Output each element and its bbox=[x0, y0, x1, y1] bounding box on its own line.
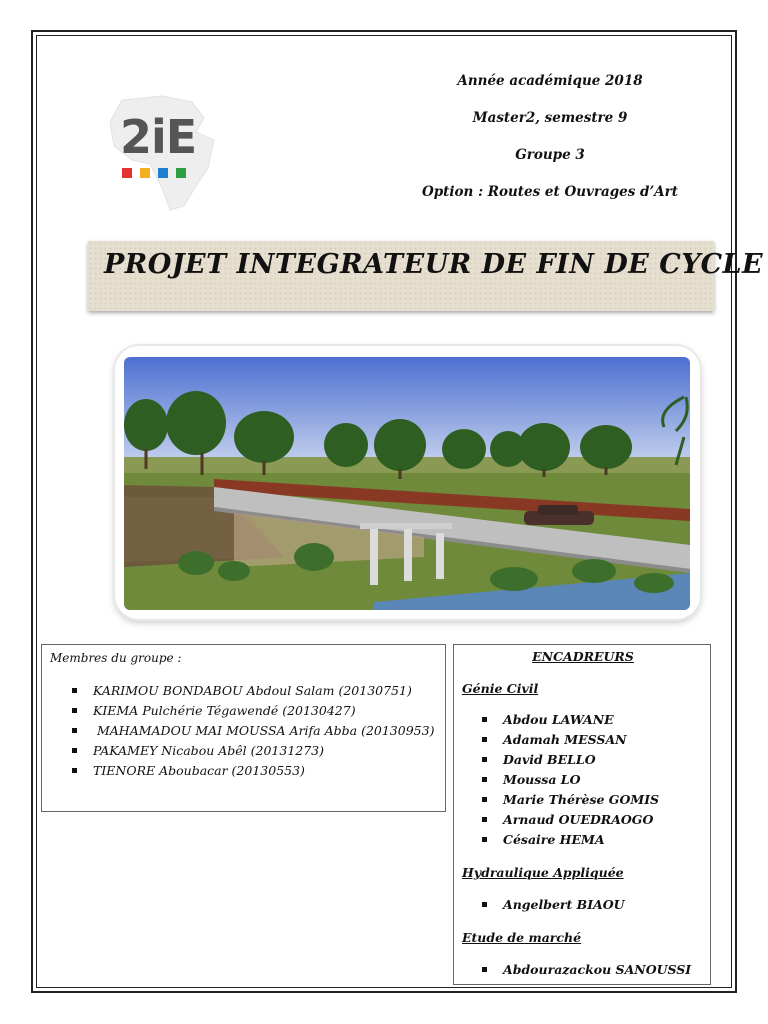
bullet-icon bbox=[482, 737, 487, 742]
logo-wordmark: 2iE bbox=[120, 110, 197, 164]
bullet-icon bbox=[482, 757, 487, 762]
academic-year: Année académique 2018 bbox=[457, 73, 643, 89]
members-heading: Membres du groupe : bbox=[50, 651, 182, 665]
list-item: Abdou LAWANE bbox=[482, 710, 659, 730]
program-semester: Master2, semestre 9 bbox=[472, 110, 628, 126]
section-genie-civil: Génie Civil bbox=[462, 681, 539, 696]
document-title: PROJET INTEGRATEUR DE FIN DE CYCLE bbox=[104, 249, 764, 280]
bullet-icon bbox=[72, 708, 77, 713]
list-item: David BELLO bbox=[482, 750, 659, 770]
bullet-icon bbox=[482, 967, 487, 972]
list-item: Moussa LO bbox=[482, 770, 659, 790]
section-etude-marche: Etude de marché bbox=[462, 930, 582, 945]
bullet-icon bbox=[72, 768, 77, 773]
bullet-icon bbox=[72, 748, 77, 753]
members-list bbox=[72, 681, 434, 781]
bullet-icon bbox=[482, 777, 487, 782]
group-members-box bbox=[41, 644, 446, 812]
hydraulique-list bbox=[482, 895, 625, 915]
list-item: Angelbert BIAOU bbox=[482, 895, 625, 915]
list-item: MAHAMADOU MAI MOUSSA Arifa Abba (20130953) bbox=[72, 721, 434, 741]
list-item: KARIMOU BONDABOU Abdoul Salam (20130751) bbox=[72, 681, 434, 701]
option-line: Option : Routes et Ouvrages d’Art bbox=[421, 184, 679, 200]
header-info bbox=[390, 72, 710, 220]
supervisors-title: ENCADREURS bbox=[532, 649, 634, 664]
logo-color-dots bbox=[122, 168, 186, 178]
bullet-icon bbox=[482, 717, 487, 722]
bullet-icon bbox=[482, 797, 487, 802]
supervisors-box bbox=[453, 644, 711, 985]
etude-marche-list bbox=[482, 960, 691, 980]
bullet-icon bbox=[482, 902, 487, 907]
genie-civil-list bbox=[482, 710, 659, 850]
bridge-rendering bbox=[124, 357, 690, 610]
list-item: Marie Thérèse GOMIS bbox=[482, 790, 659, 810]
bullet-icon bbox=[72, 688, 77, 693]
list-item: Abdourazackou SANOUSSI bbox=[482, 960, 691, 980]
group-number: Groupe 3 bbox=[515, 147, 585, 163]
list-item: KIEMA Pulchérie Tégawendé (20130427) bbox=[72, 701, 434, 721]
title-banner bbox=[88, 241, 764, 311]
list-item: Adamah MESSAN bbox=[482, 730, 659, 750]
bullet-icon bbox=[482, 817, 487, 822]
list-item: Césaire HEMA bbox=[482, 830, 659, 850]
list-item: TIENORE Aboubacar (20130553) bbox=[72, 761, 434, 781]
list-item: PAKAMEY Nicabou Abêl (20131273) bbox=[72, 741, 434, 761]
school-logo bbox=[92, 88, 228, 216]
section-hydraulique: Hydraulique Appliquée bbox=[462, 865, 624, 880]
bullet-icon bbox=[482, 837, 487, 842]
bullet-icon bbox=[72, 728, 77, 733]
list-item: Arnaud OUEDRAOGO bbox=[482, 810, 659, 830]
